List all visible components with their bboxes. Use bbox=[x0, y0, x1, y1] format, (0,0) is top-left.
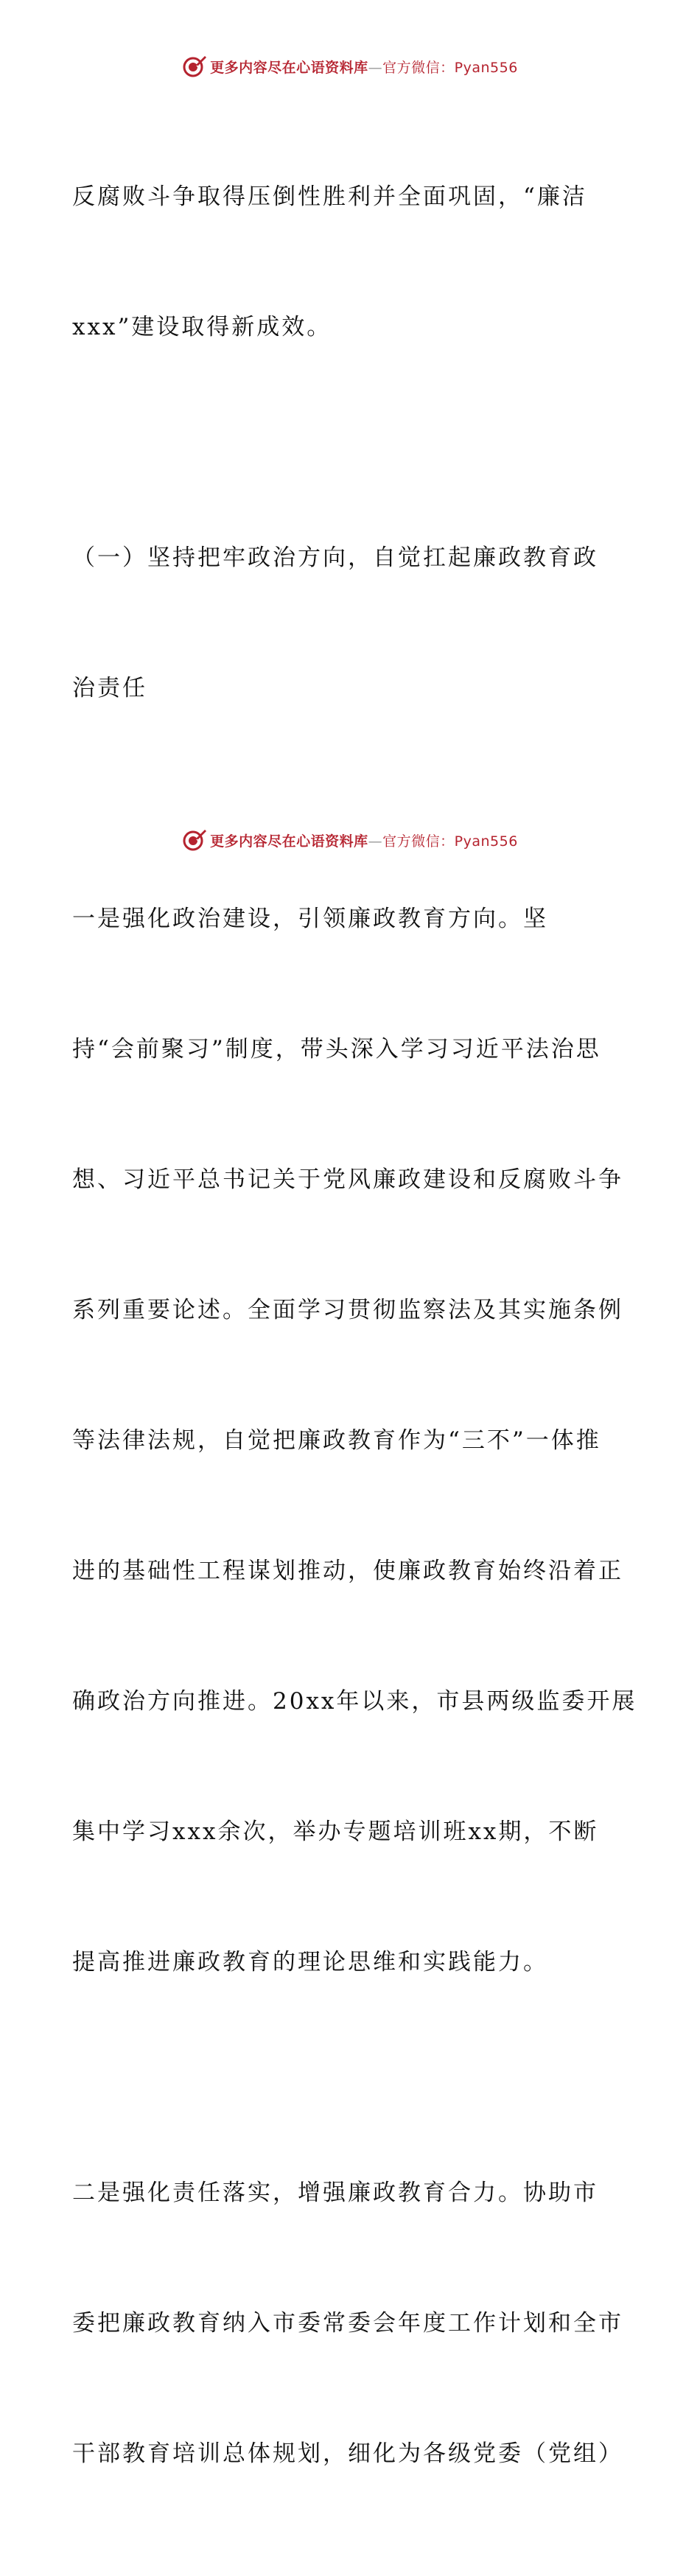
text-line: 持“会前聚习”制度，带头深入学习习近平法治思 bbox=[72, 1036, 601, 1063]
text-line: 确政治方向推进。20xx年以来，市县两级监委开展 bbox=[72, 1688, 637, 1715]
text-line: 治责任 bbox=[72, 675, 147, 701]
header-banner-separator: — bbox=[368, 59, 383, 76]
text-line: 集中学习xxx余次，举办专题培训班xx期，不断 bbox=[72, 1819, 599, 1845]
document-body bbox=[72, 88, 640, 2576]
text-line: 提高推进廉政教育的理论思维和实践能力。 bbox=[72, 1949, 548, 1975]
text-line: 委把廉政教育纳入市委常委会年度工作计划和全市 bbox=[72, 2310, 623, 2337]
paragraph-2-heading bbox=[72, 449, 640, 797]
footer-banner bbox=[0, 825, 700, 855]
paragraph-3 bbox=[72, 811, 640, 2071]
header-banner-main: 更多内容尽在心语资料库 bbox=[210, 59, 368, 76]
text-line: 二是强化责任落实，增强廉政教育合力。协助市 bbox=[72, 2180, 598, 2206]
header-banner bbox=[0, 52, 700, 81]
footer-banner-main: 更多内容尽在心语资料库 bbox=[210, 833, 368, 850]
header-banner-suffix: 官方微信：Pyan556 bbox=[382, 59, 518, 76]
paragraph-1 bbox=[72, 88, 640, 436]
text-line: 等法律法规，自觉把廉政教育作为“三不”一体推 bbox=[72, 1427, 601, 1454]
header-banner-text bbox=[210, 57, 518, 77]
footer-banner-separator: — bbox=[368, 833, 383, 850]
footer-banner-text bbox=[210, 830, 518, 850]
pen-logo-icon bbox=[182, 54, 207, 79]
text-line: 一是强化政治建设，引领廉政教育方向。坚 bbox=[72, 906, 548, 932]
footer-banner-suffix: 官方微信：Pyan556 bbox=[382, 833, 518, 850]
text-line: 系列重要论述。全面学习贯彻监察法及其实施条例 bbox=[72, 1297, 623, 1323]
paragraph-4 bbox=[72, 2085, 640, 2563]
text-line: 想、习近平总书记关于党风廉政建设和反腐败斗争 bbox=[72, 1166, 623, 1193]
text-line: 反腐败斗争取得压倒性胜利并全面巩固，“廉洁 bbox=[72, 183, 587, 210]
text-line: 进的基础性工程谋划推动，使廉政教育始终沿着正 bbox=[72, 1558, 623, 1584]
text-line: 干部教育培训总体规划，细化为各级党委（党组） bbox=[72, 2440, 623, 2467]
text-line: xxx”建设取得新成效。 bbox=[72, 314, 332, 340]
text-line: （一）坚持把牢政治方向，自觉扛起廉政教育政 bbox=[72, 545, 598, 571]
pen-logo-icon bbox=[182, 827, 207, 853]
